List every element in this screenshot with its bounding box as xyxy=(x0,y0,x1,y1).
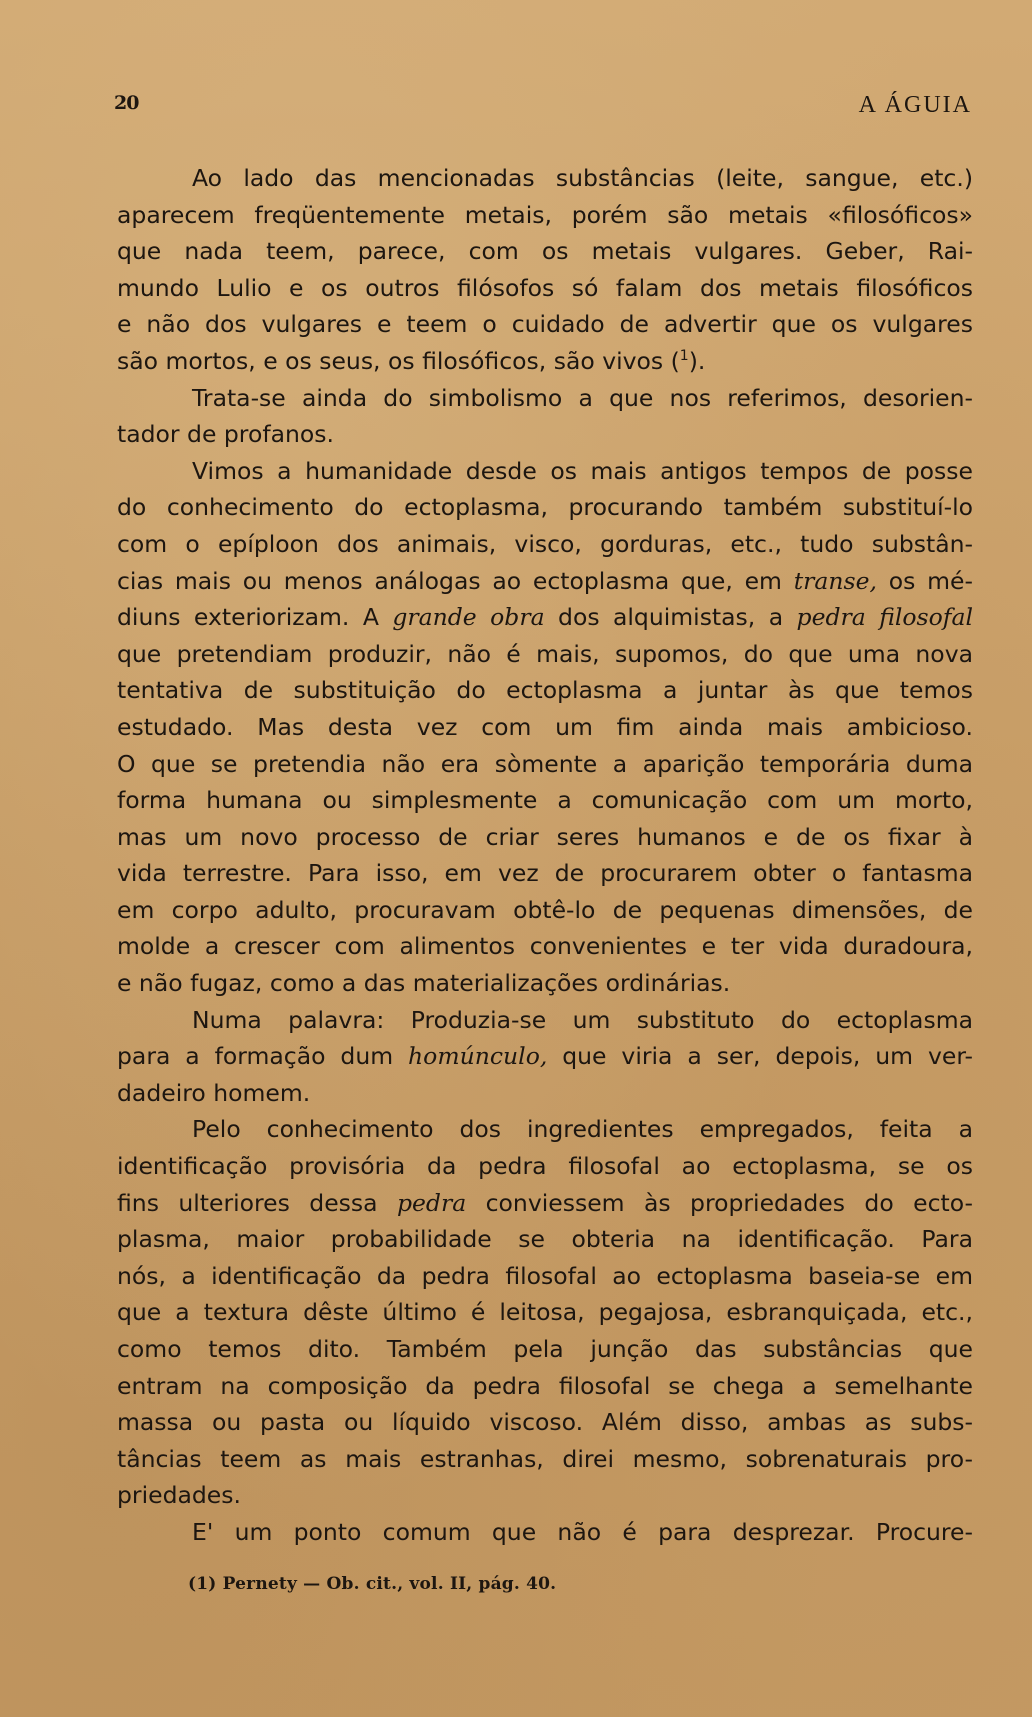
page-header xyxy=(114,92,972,126)
text-span: cias mais ou menos análogas ao ectoplasma que, em xyxy=(117,566,794,595)
italic-text: grande obra xyxy=(392,603,545,632)
text-line: vida terrestre. Para isso, em vez de procurarem obter o fantasma xyxy=(117,859,973,888)
text-line: mas um novo processo de criar seres humanos e de os fixar à xyxy=(117,822,973,851)
text-span: que viria a ser, depois, um ver- xyxy=(547,1042,973,1071)
italic-text: pedra filosofal xyxy=(796,603,973,632)
text-span: dos alquimistas, a xyxy=(544,603,797,632)
text-line: O que se pretendia não era sòmente a aparição temporária duma xyxy=(117,749,973,778)
text-line: e não dos vulgares e teem o cuidado de advertir que os vulgares xyxy=(117,310,973,339)
italic-text: homúnculo, xyxy=(408,1042,548,1071)
text-line: como temos dito. Também pela junção das substâncias que xyxy=(117,1335,973,1363)
text-line xyxy=(117,1185,973,1222)
text-line: do conhecimento do ectoplasma, procurando também substituí-lo xyxy=(117,493,973,522)
text-line: estudado. Mas desta vez com um fim ainda mais ambicioso. xyxy=(117,712,973,741)
text-span: diuns exteriorizam. A xyxy=(117,603,393,632)
running-head: A ÁGUIA xyxy=(858,92,972,118)
footnote-ref: 1 xyxy=(679,348,689,365)
text-line xyxy=(117,1038,973,1075)
text-span: ). xyxy=(688,346,706,375)
text-span: os mé- xyxy=(876,566,973,595)
text-line: e não fugaz, como a das materializações ordinárias. xyxy=(117,969,731,998)
text-line: mundo Lulio e os outros filósofos só falam dos metais filosóficos xyxy=(117,273,973,302)
text-line: Numa palavra: Produzia-se um substituto do ectoplasma xyxy=(192,1005,973,1034)
italic-text: transe, xyxy=(793,566,877,595)
footnote-marker: (1) xyxy=(188,1574,217,1594)
text-line: dadeiro homem. xyxy=(117,1078,311,1107)
text-line: nós, a identificação da pedra filosofal ao ectoplasma baseia-se em xyxy=(117,1261,973,1290)
body-text xyxy=(117,160,973,1551)
text-line: entram na composição da pedra filosofal se chega a semelhante xyxy=(117,1371,973,1400)
text-line xyxy=(117,599,973,636)
text-line: Trata-se ainda do simbolismo a que nos referimos, desorien- xyxy=(192,383,973,412)
text-span: para a formação dum xyxy=(117,1042,409,1071)
footnote-text: Pernety — Ob. cit., vol. II, pág. 40. xyxy=(222,1574,557,1594)
text-line: com o epíploon dos animais, visco, gorduras, etc., tudo substân- xyxy=(117,529,973,558)
text-line: que pretendiam produzir, não é mais, supomos, do que uma nova xyxy=(117,639,973,668)
text-line xyxy=(117,563,973,600)
text-line: massa ou pasta ou líquido viscoso. Além disso, ambas as subs- xyxy=(117,1408,973,1437)
text-line: identificação provisória da pedra filosofal ao ectoplasma, se os xyxy=(117,1152,973,1181)
text-line: priedades. xyxy=(117,1481,241,1510)
text-line: Vimos a humanidade desde os mais antigos tempos de posse xyxy=(192,456,973,485)
text-line: tentativa de substituição do ectoplasma a juntar às que temos xyxy=(117,676,973,705)
text-span: fins ulteriores dessa xyxy=(117,1188,397,1217)
text-line: que a textura dêste último é leitosa, pegajosa, esbranquiçada, etc., xyxy=(117,1298,973,1327)
page-number: 20 xyxy=(114,92,139,114)
text-line: tâncias teem as mais estranhas, direi mesmo, sobrenaturais pro- xyxy=(117,1444,973,1473)
text-line: que nada teem, parece, com os metais vulgares. Geber, Rai- xyxy=(117,237,973,266)
text-line xyxy=(117,343,973,380)
text-line: em corpo adulto, procuravam obtê-lo de pequenas dimensões, de xyxy=(117,895,973,924)
text-line: Pelo conhecimento dos ingredientes empregados, feita a xyxy=(192,1115,973,1144)
footnote xyxy=(188,1574,556,1594)
text-line: E' um ponto comum que não é para desprezar. Procure- xyxy=(192,1517,973,1546)
text-span: conviessem às propriedades do ecto- xyxy=(466,1188,973,1217)
text-line: molde a crescer com alimentos convenientes e ter vida duradoura, xyxy=(117,932,973,961)
italic-text: pedra xyxy=(396,1188,467,1217)
text-line: tador de profanos. xyxy=(117,420,334,449)
text-line: Ao lado das mencionadas substâncias (leite, sangue, etc.) xyxy=(192,164,973,192)
text-span: são mortos, e os seus, os filosóficos, são vivos ( xyxy=(117,346,680,375)
text-line: aparecem freqüentemente metais, porém são metais «filosóficos» xyxy=(117,200,973,229)
text-line: forma humana ou simplesmente a comunicação com um morto, xyxy=(117,786,973,815)
text-line: plasma, maior probabilidade se obteria na identificação. Para xyxy=(117,1225,973,1254)
